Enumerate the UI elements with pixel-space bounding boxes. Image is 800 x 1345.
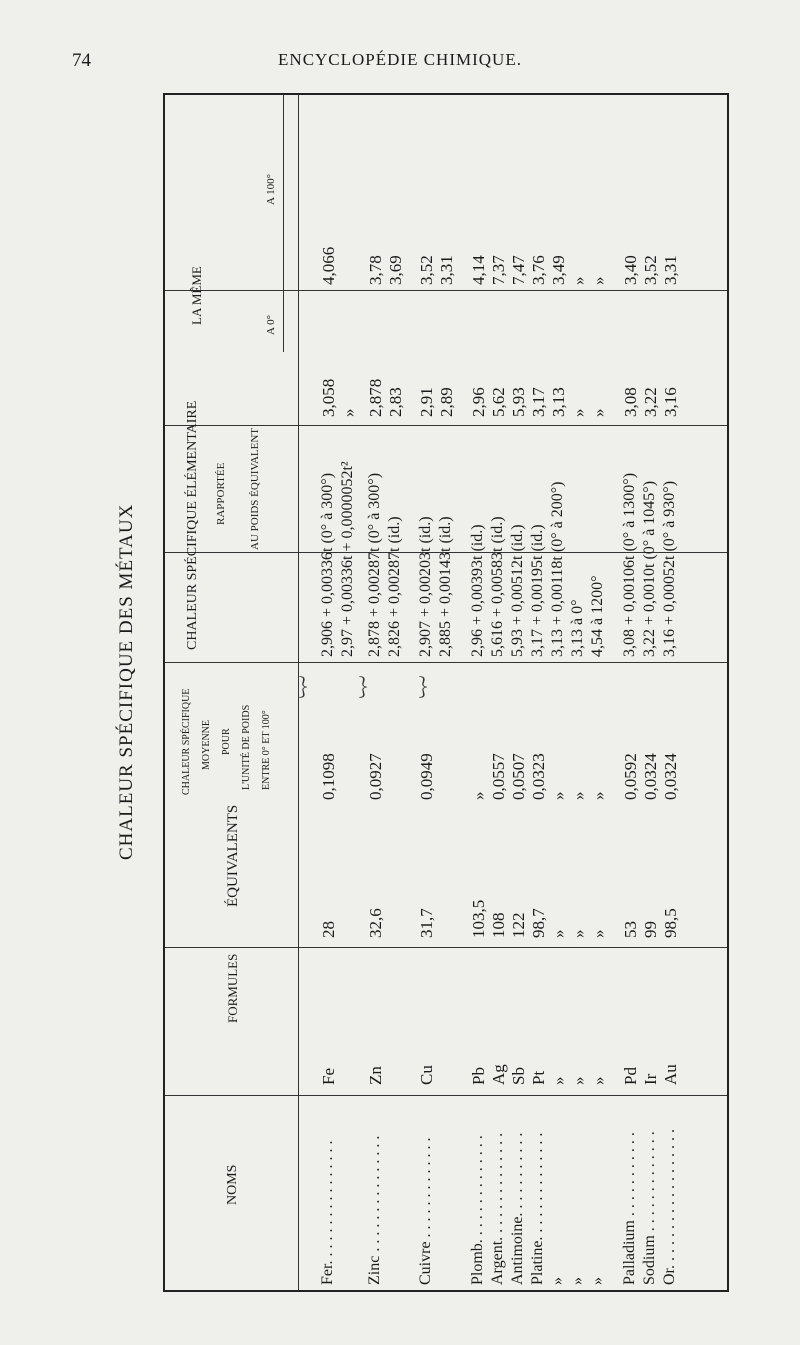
cell-a0: » [569,408,588,417]
cell-a100: 3,78 [366,255,385,285]
cell-moyenne: » [589,791,608,800]
cell-elementaire: 3,13 + 0,00118t (0° à 200°) [549,481,566,657]
cell-nom: Cuivre . . . . . . . . . . . . . [417,1137,434,1285]
cell-equiv: 31,7 [417,908,436,938]
page-number: 74 [72,50,91,71]
cell-elementaire: 2,878 + 0,00287t (0° à 300°) [366,472,383,657]
cell-nom: Fer. . . . . . . . . . . . . . . . [319,1140,336,1285]
cell-elementaire: 5,616 + 0,00583t (id.) [489,516,506,657]
cell-a100: 3,40 [621,255,640,285]
cell-a100: 3,52 [417,255,436,285]
cell-a100: 3,31 [661,255,680,285]
cell-moyenne: 0,0324 [641,753,660,800]
cell-a100: 3,49 [549,255,568,285]
cell-a0: 3,17 [529,387,548,417]
cell-a100: 3,52 [641,255,660,285]
cell-equiv: 122 [509,912,528,938]
cell-moyenne: 0,0557 [489,753,508,800]
cell-formule: Au [661,1064,680,1085]
cell-formule: Pb [469,1067,488,1085]
cell-formule: Pt [529,1070,548,1085]
cell-a100: 7,37 [489,255,508,285]
table-title: CHALEUR SPÉCIFIQUE DES MÉTAUX [116,503,137,860]
cell-elementaire: 2,885 + 0,00143t (id.) [437,516,454,657]
cell-nom: Or. . . . . . . . . . . . . . . . . . [661,1129,678,1285]
cell-elementaire: 2,97 + 0,00336t + 0,0000052t² [339,461,356,657]
cell-nom: » [589,1277,606,1285]
cell-equiv: » [589,929,608,938]
running-title: ENCYCLOPÉDIE CHIMIQUE. [278,50,522,69]
cell-a100: 3,69 [386,255,405,285]
cell-moyenne: 0,0324 [661,753,680,800]
cell-a0: 3,058 [319,378,338,417]
cell-formule: Ag [489,1064,508,1085]
header-noms: NOMS [225,1164,240,1205]
cell-moyenne: 0,0949 [417,753,436,800]
cell-a0: 5,93 [509,387,528,417]
cell-equiv: 98,5 [661,908,680,938]
cell-formule: Fe [319,1068,338,1085]
cell-equiv: 28 [319,921,338,938]
cell-formule: » [569,1076,588,1085]
cell-formule: Cu [417,1065,436,1085]
cell-nom: » [569,1277,586,1285]
cell-formule: Pd [621,1067,640,1085]
cell-a100: » [569,276,588,285]
header-equivalents: ÉQUIVALENTS [225,804,241,907]
cell-moyenne: » [569,791,588,800]
cell-equiv: 98,7 [529,908,548,938]
cell-equiv: 53 [621,921,640,938]
cell-a0: 2,89 [437,387,456,417]
cell-a100: 4,14 [469,255,488,285]
cell-elementaire: 3,22 + 0,0010t (0° à 1045°) [641,480,658,657]
cell-equiv: 108 [489,912,508,938]
cell-a100: 3,31 [437,255,456,285]
cell-elementaire: 4,54 à 1200° [589,575,606,657]
cell-a0: 2,83 [386,387,405,417]
cell-a0: 3,16 [661,387,680,417]
cell-elementaire: 3,13 à 0° [569,599,586,657]
cell-nom: Zinc . . . . . . . . . . . . . . . [366,1135,383,1285]
cell-equiv: 32,6 [366,908,385,938]
header-a100: A 100° [265,174,277,205]
cell-equiv: » [569,929,588,938]
running-head [0,50,800,74]
cell-elementaire: 2,96 + 0,00393t (id.) [469,524,486,657]
cell-formule: » [589,1076,608,1085]
header-a0: A 0° [265,315,277,335]
cell-nom: Antimoine. . . . . . . . . . . [509,1132,526,1285]
cell-formule: » [549,1076,568,1085]
cell-elementaire: 3,17 + 0,00195t (id.) [529,524,546,657]
cell-elementaire: 2,826 + 0,00287t (id.) [386,516,403,657]
cell-nom: Sodium . . . . . . . . . . . . . [641,1131,658,1285]
cell-a100: » [589,276,608,285]
cell-moyenne: » [549,791,568,800]
cell-a0: 2,878 [366,378,385,417]
cell-a0: 3,08 [621,387,640,417]
cell-formule: Zn [366,1066,385,1085]
cell-a0: 3,13 [549,387,568,417]
cell-nom: » [549,1277,566,1285]
cell-elementaire: 3,16 + 0,00052t (0° à 930°) [661,480,678,657]
cell-elementaire: 5,93 + 0,00512t (id.) [509,524,526,657]
cell-equiv: 103,5 [469,899,488,938]
cell-moyenne: 0,0507 [509,753,528,800]
cell-elementaire: 2,907 + 0,00203t (id.) [417,516,434,657]
cell-a0: » [589,408,608,417]
cell-a0: 2,91 [417,387,436,417]
cell-formule: Sb [509,1067,528,1085]
cell-equiv: » [549,929,568,938]
cell-nom: Platine. . . . . . . . . . . . . . [529,1132,546,1285]
cell-nom: Plomb. . . . . . . . . . . . . . [469,1135,486,1285]
cell-equiv: 99 [641,921,660,938]
cell-a0: 2,96 [469,387,488,417]
cell-moyenne: 0,0927 [366,753,385,800]
cell-moyenne: 0,0323 [529,753,548,800]
cell-nom: Palladium . . . . . . . . . . . [621,1132,638,1285]
cell-moyenne: 0,1098 [319,753,338,800]
cell-formule: Ir [641,1073,660,1085]
cell-moyenne: 0,0592 [621,753,640,800]
cell-nom: Argent. . . . . . . . . . . . . . [489,1132,506,1285]
data-table: NOMS FORMULES ÉQUIVALENTS CHALEUR SPÉCIFIQUE MOYENNE POUR L'UNITÉ DE POIDS ENTRE 0° ET 100° CHALEUR SPÉCIFIQUE ÉLÉMENTAIRE RAPPORTÉE AU POIDS ÉQUIVALENT LA MÊME A 0° A 100° ︸ ︸ ︸ Fer. . . . . . . . . . . . . . . . Fe 28 0,1098 2,906 + 0,00336t (0° à 300°) 3,058 4,066 2,97 + 0,00336t + 0,0000052t² » Zinc . . . . . . . . . . . . . . . Zn 32,6 0,0927 2,878 + 0,00287t (0° à 300°) 2,878 3,78 2,826 + 0,00287t (id.) 2,83 3,69 Cuivre . . . . . . . . . . . . . Cu 31,7 0,0949 2,907 + 0,00203t (id.) 2,91 3,52 2,885 + 0,00143t (id.) 2,89 3,31 Plomb. . . . . . . . . . . . . . Pb 103,5 » 2,96 + 0,00393t (id.) 2,96 4,14 Argent. . . . . . . . . . . . . . Ag 108 0,0557 5,616 + 0,00583t (id.) 5,62 7,37 Antimoine. . . . . . . . . . . Sb 122 0,0507 5,93 + 0,00512t (id.) 5,93 7,47 Platine. . . . . . . . . . . . . . Pt 98,7 0,0323 3,17 + 0,00195t (id.) 3,17 3,76 » » » » 3,13 + 0,00118t (0° à 200°) 3,13 3,49 » » » » 3,13 à 0° » » » » » » 4,54 à 1200° » » Palladium . . . . . . . . . . . Pd 53 0,0592 3,08 + 0,00106t (0° à 1300°) 3,08 3,40 Sodium . . . . . . . . . . . . . Ir 99 0,0324 3,22 + 0,0010t (0° à 1045°) 3,22 3,52 Or. . . . . . . . . . . . . . . . . . Au 98,5 0,0324 3,16 + 0,00052t (0° à 930°) 3,16 3,31 [163,93,729,1292]
cell-a100: 3,76 [529,255,548,285]
cell-a0: 5,62 [489,387,508,417]
cell-a100: 4,066 [319,246,338,285]
header-la-meme: LA MÊME [189,266,204,325]
cell-elementaire: 3,08 + 0,00106t (0° à 1300°) [621,472,638,657]
cell-elementaire: 2,906 + 0,00336t (0° à 300°) [319,472,336,657]
cell-a0: » [339,408,358,417]
cell-moyenne: » [469,791,488,800]
cell-a0: 3,22 [641,387,660,417]
cell-a100: 7,47 [509,255,528,285]
header-formules: FORMULES [225,953,240,1023]
